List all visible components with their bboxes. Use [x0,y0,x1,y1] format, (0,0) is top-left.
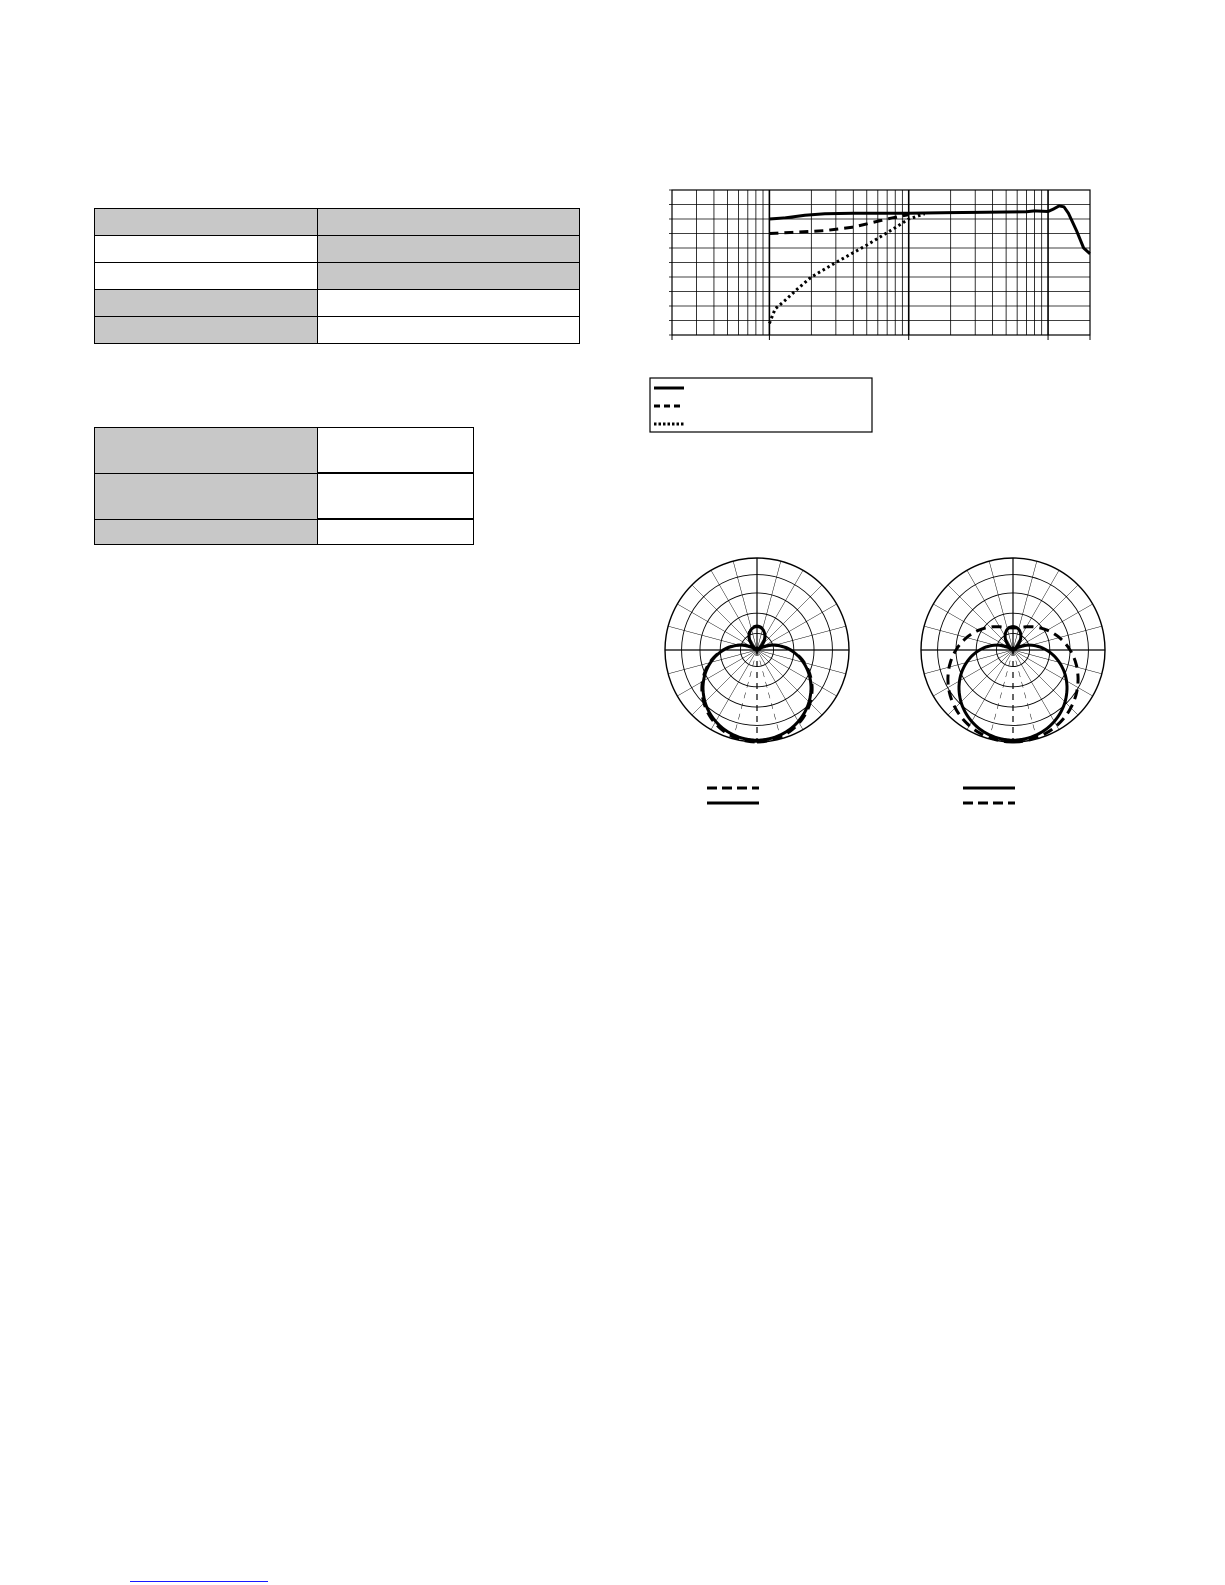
polar-spoke [1013,650,1078,715]
polar-spoke [948,585,1013,650]
polar-spoke [1013,585,1078,650]
polar-spoke [933,650,1013,696]
polar-spoke [948,650,1013,715]
polar-spoke [1013,650,1059,730]
polar-spoke [967,650,1013,730]
polar-spoke [1013,650,1093,696]
footer-rule [130,1581,268,1582]
